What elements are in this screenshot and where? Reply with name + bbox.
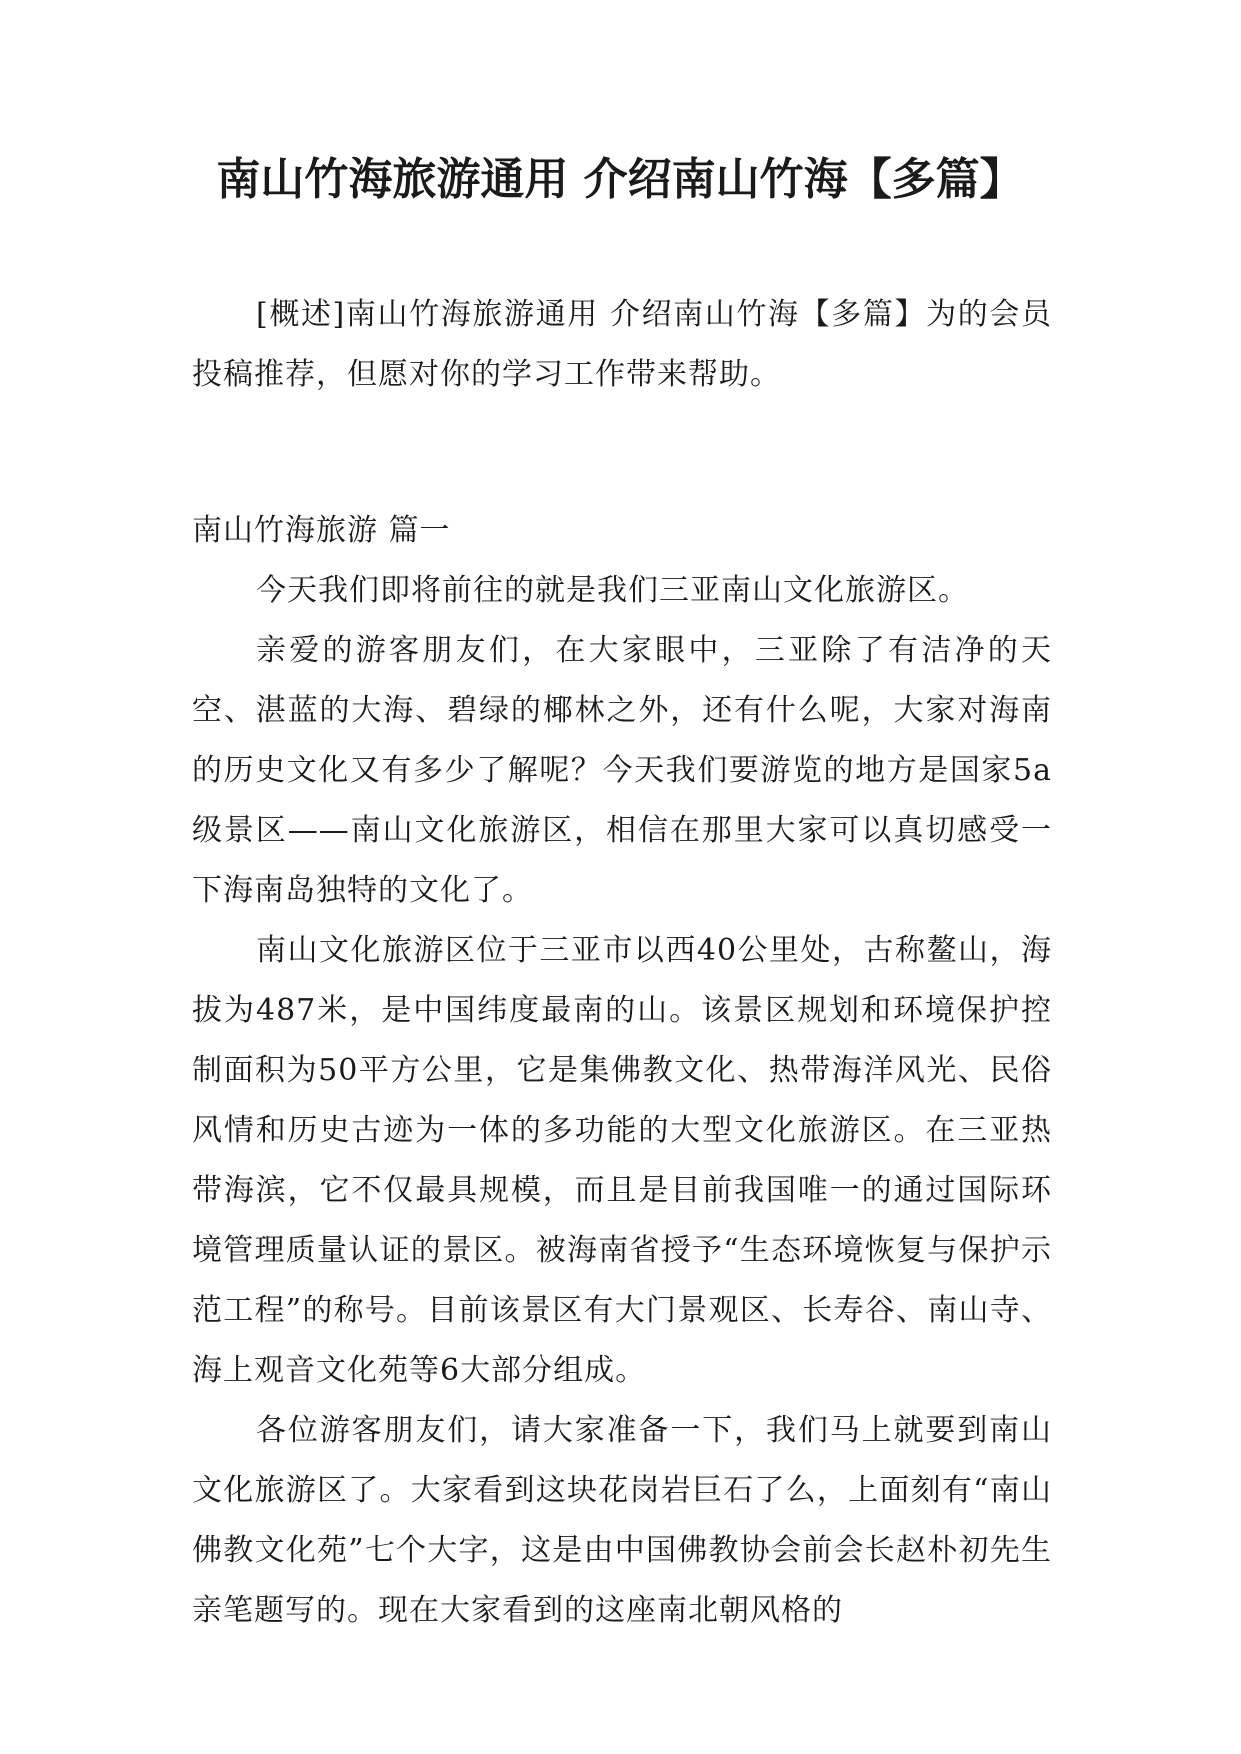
body-paragraph: 今天我们即将前往的就是我们三亚南山文化旅游区。 bbox=[256, 573, 969, 608]
summary-paragraph: [概述]南山竹海旅游通用 介绍南山竹海【多篇】为的会员投稿推荐，但愿对你的学习工作带来帮助。 bbox=[192, 297, 1052, 392]
section-heading: 南山竹海旅游 篇一 bbox=[192, 513, 451, 548]
paragraph-spacer bbox=[192, 405, 1052, 501]
document-body bbox=[192, 285, 1052, 1641]
body-paragraph: 各位游客朋友们，请大家准备一下，我们马上就要到南山文化旅游区了。大家看到这块花岗岩巨石了么，上面刻有“南山佛教文化苑”七个大字，这是由中国佛教协会前会长赵朴初先生亲笔题写的。现在大家看到的这座南北朝风格的 bbox=[192, 1413, 1052, 1628]
body-paragraph: 南山文化旅游区位于三亚市以西40公里处，古称鳌山，海拔为487米，是中国纬度最南的山。该景区规划和环境保护控制面积为50平方公里，它是集佛教文化、热带海洋风光、民俗风情和历史古迹为一体的多功能的大型文化旅游区。在三亚热带海滨，它不仅最具规模，而且是目前我国唯一的通过国际环境管理质量认证的景区。被海南省授予“生态环境恢复与保护示范工程”的称号。目前该景区有大门景观区、长寿谷、南山寺、海上观音文化苑等6大部分组成。 bbox=[192, 933, 1052, 1388]
document-title: 南山竹海旅游通用 介绍南山竹海【多篇】 bbox=[216, 154, 1024, 205]
body-paragraph: 亲爱的游客朋友们，在大家眼中，三亚除了有洁净的天空、湛蓝的大海、碧绿的椰林之外，还有什么呢，大家对海南的历史文化又有多少了解呢？今天我们要游览的地方是国家5a级景区——南山文化旅游区，相信在那里大家可以真切感受一下海南岛独特的文化了。 bbox=[192, 633, 1052, 908]
